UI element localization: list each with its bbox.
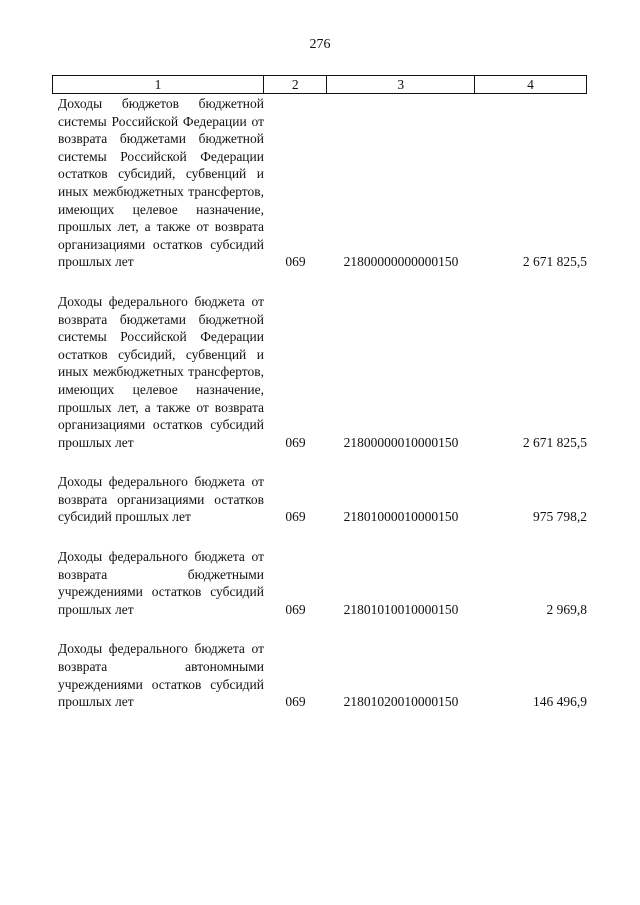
column-header-2: 2 xyxy=(263,76,326,93)
row-amount: 2 671 825,5 xyxy=(522,434,587,450)
row-budget-code: 21800000000000150 xyxy=(343,254,459,270)
row-description: Доходы бюджетов бюджетной системы Российской Федерации от возврата бюджетами бюджетной системы Российской Федерации остатков субсидий, субвенций и иных межбюджетных трансфертов, имеющих целевое назначение, прошлых лет, а также от возврата организациями остатков субсидий прошлых лет xyxy=(58,96,264,270)
row-description: Доходы федерального бюджета от возврата бюджетами бюджетной системы Российской Федерации остатков субсидий, субвенций и иных межбюджетных трансфертов, имеющих целевое назначение, прошлых лет, а также от возврата организациями остатков субсидий прошлых лет xyxy=(58,293,264,450)
table-row xyxy=(52,473,587,526)
row-admin-code: 069 xyxy=(285,694,306,710)
column-header-1: 1 xyxy=(154,77,162,92)
row-description: Доходы федерального бюджета от возврата автономными учреждениями остатков субсидий прошлых лет xyxy=(58,641,264,710)
row-amount: 2 671 825,5 xyxy=(522,254,587,270)
row-amount: 146 496,9 xyxy=(533,694,587,710)
row-admin-code: 069 xyxy=(285,601,306,617)
page-number: 276 xyxy=(309,37,331,52)
row-amount: 2 969,8 xyxy=(546,601,587,617)
row-budget-code: 21801010010000150 xyxy=(343,601,459,617)
table-row xyxy=(52,640,587,710)
row-amount: 975 798,2 xyxy=(533,509,587,525)
column-header-4: 4 xyxy=(474,76,586,93)
budget-table xyxy=(52,75,587,733)
row-budget-code: 21800000010000150 xyxy=(343,434,459,450)
table-row xyxy=(52,293,587,451)
row-admin-code: 069 xyxy=(285,254,306,270)
row-admin-code: 069 xyxy=(285,434,306,450)
row-description: Доходы федерального бюджета от возврата бюджетными учреждениями остатков субсидий прошлых лет xyxy=(58,549,264,617)
table-header-row xyxy=(52,75,587,94)
row-admin-code: 069 xyxy=(285,509,306,525)
column-header-3: 3 xyxy=(326,76,474,93)
table-row xyxy=(52,95,587,271)
row-description: Доходы федерального бюджета от возврата организациями остатков субсидий прошлых лет xyxy=(58,474,264,525)
row-budget-code: 21801020010000150 xyxy=(343,694,459,710)
row-budget-code: 21801000010000150 xyxy=(343,509,459,525)
table-row xyxy=(52,548,587,618)
table-body xyxy=(52,94,587,711)
